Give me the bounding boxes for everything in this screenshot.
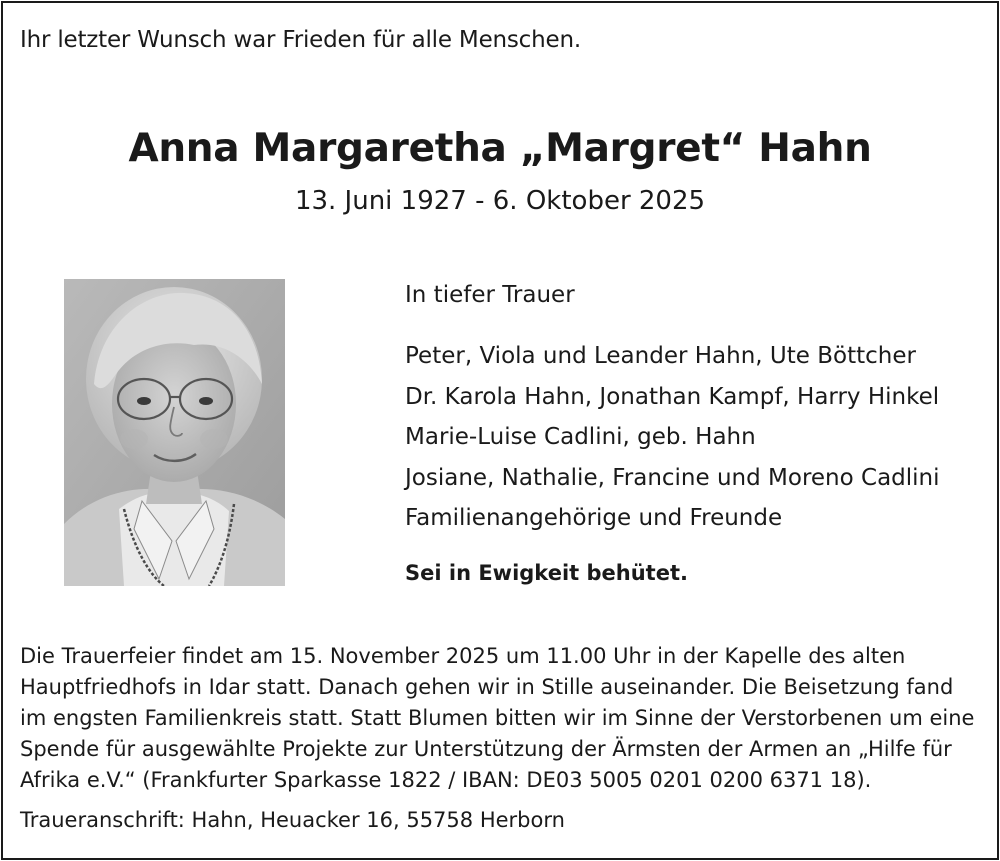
mourning-intro: In tiefer Trauer	[405, 282, 575, 308]
mourner-line: Marie-Luise Cadlini, geb. Hahn	[405, 424, 756, 450]
mourners-block	[405, 280, 940, 539]
notice-line: Hauptfriedhofs in Idar statt. Danach gehen wir in Stille auseinander. Die Beisetzung fand	[20, 675, 954, 699]
notice-line: Spende für ausgewählte Projekte zur Unterstützung der Ärmsten der Armen an „Hilfe für	[20, 737, 952, 761]
mourner-line: Dr. Karola Hahn, Jonathan Kampf, Harry Hinkel	[405, 383, 940, 410]
mourner-line: Josiane, Nathalie, Francine und Moreno Cadlini	[405, 464, 940, 491]
portrait-photo	[64, 279, 285, 586]
notice-line: im engsten Familienkreis statt. Statt Blumen bitten wir im Sinne der Verstorbenen um eine	[20, 706, 975, 730]
mourner-line: Familienangehörige und Freunde	[405, 505, 783, 531]
notice-line: Die Trauerfeier findet am 15. November 2025 um 11.00 Uhr in der Kapelle des alten	[20, 644, 906, 668]
motto-text: Ihr letzter Wunsch war Frieden für alle Menschen.	[20, 27, 581, 53]
mourner-line: Peter, Viola und Leander Hahn, Ute Böttcher	[405, 343, 916, 369]
closing-blessing: Sei in Ewigkeit behütet.	[405, 561, 688, 585]
mourning-address: Traueranschrift: Hahn, Heuacker 16, 55758 Herborn	[20, 808, 565, 832]
mourner-list	[405, 336, 940, 539]
notice-line: Afrika e.V.“ (Frankfurter Sparkasse 1822 / IBAN: DE03 5005 0201 0200 6371 18).	[20, 768, 872, 792]
deceased-name: Anna Margaretha „Margret“ Hahn	[128, 126, 872, 171]
funeral-notice	[20, 641, 980, 796]
life-dates: 13. Juni 1927 - 6. Oktober 2025	[294, 186, 706, 216]
